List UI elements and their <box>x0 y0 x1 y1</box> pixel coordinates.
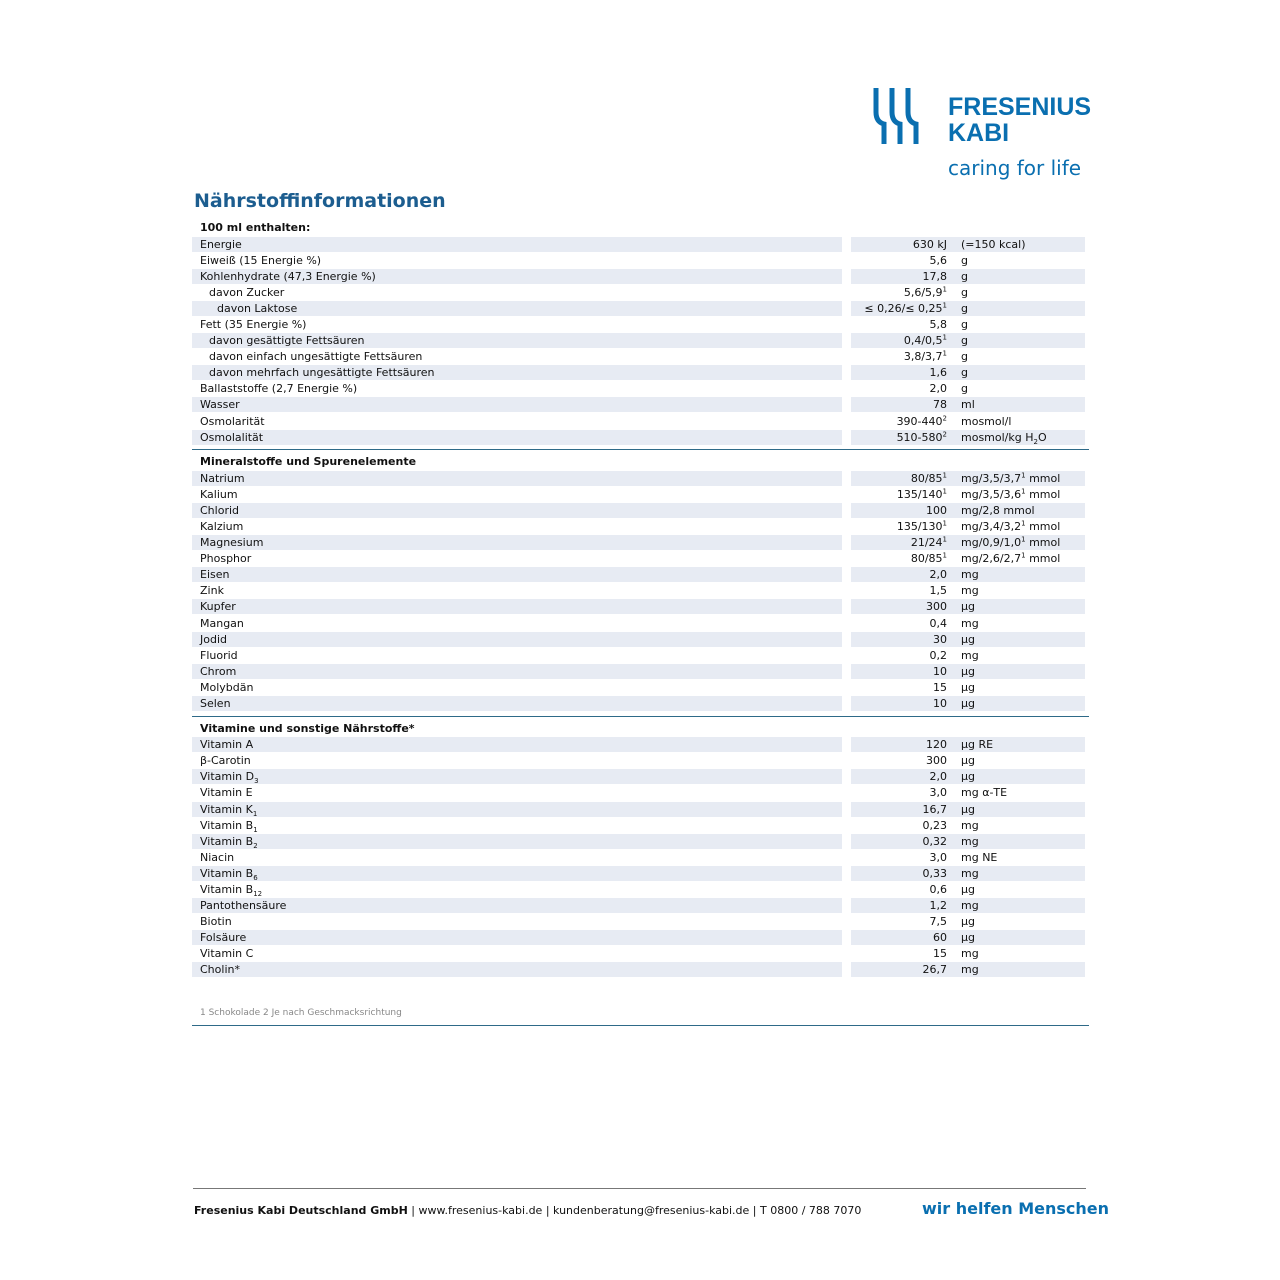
nutrient-value: 2,0 <box>851 567 953 582</box>
nutrient-value: 15 <box>933 680 947 694</box>
table-row <box>192 881 1089 897</box>
nutrient-name: Zink <box>200 584 224 598</box>
nutrient-value: $0,4/0,5^1$ <box>851 333 953 348</box>
nutrient-value: $80/85^1$ <box>851 471 953 486</box>
nutrient-value: $135/140^1$ <box>896 487 947 501</box>
nutrient-name: davon Zucker <box>209 285 285 299</box>
footer-separator: | <box>749 1204 761 1217</box>
nutrient-value: 300 <box>851 599 953 614</box>
nutrient-name: Fett (35 Energie %) <box>200 317 307 331</box>
footer-separator: | <box>407 1204 419 1217</box>
nutrient-value: 1,6 <box>851 365 953 380</box>
table-row <box>192 333 1089 349</box>
nutrient-value: $135/130^1$ <box>896 519 947 533</box>
table-row <box>192 769 1089 785</box>
table-row <box>192 300 1089 316</box>
nutrient-name: Folsäure <box>192 930 842 945</box>
name-subscript: 2 <box>253 841 258 850</box>
nutrient-name: Vitamin $D_3$ <box>192 769 842 784</box>
nutrient-value: 0,23 <box>922 818 947 832</box>
nutrient-value: $3,8/3,7^1$ <box>903 349 947 364</box>
page-title: Nährstoffinformationen <box>194 190 446 212</box>
footer-rule <box>193 1188 1086 1189</box>
table-row <box>192 865 1089 881</box>
nutrient-name: Wasser <box>192 397 842 412</box>
nutrient-value: $80/85^1$ <box>910 551 947 566</box>
footer-website[interactable]: www.fresenius-kabi.de <box>418 1204 543 1217</box>
nutrient-value: 0,2 <box>929 648 947 662</box>
nutrient-unit: (=150 kcal) <box>953 237 1085 252</box>
nutrient-value: 2,0 <box>929 382 947 396</box>
nutrient-name: Natrium <box>192 471 842 486</box>
nutrient-unit: mg/2,8 mmol <box>953 503 1085 518</box>
nutrient-unit: g <box>961 285 968 299</box>
footer-phone: T 0800 / 788 7070 <box>760 1204 862 1217</box>
nutrient-name: Phosphor <box>200 552 252 566</box>
nutrient-unit: µg <box>953 802 1085 817</box>
table-row <box>192 413 1089 429</box>
nutrient-name: Fluorid <box>200 648 238 662</box>
unit-footnote-mark: 1 <box>1021 519 1026 528</box>
footer-slogan: wir helfen Menschen <box>922 1199 1110 1218</box>
nutrient-unit: µg <box>961 882 975 896</box>
nutrient-unit: mg <box>961 947 979 961</box>
table-row <box>192 663 1089 679</box>
nutrient-unit: µg <box>953 696 1085 711</box>
nutrient-name: Vitamin $B_6$ <box>192 866 842 881</box>
unit-footnote-mark: 1 <box>1021 471 1026 480</box>
table-row <box>192 502 1089 518</box>
table-row <box>192 946 1089 962</box>
nutrient-value: 1,2 <box>851 898 953 913</box>
nutrient-name: Ballaststoffe (2,7 Energie %) <box>200 382 358 396</box>
nutrient-name: Molybdän <box>200 680 254 694</box>
table-row <box>192 551 1089 567</box>
nutrient-unit: µg <box>961 754 975 768</box>
nutrient-name: Vitamin E <box>200 786 253 800</box>
unit-subscript: 2 <box>1033 437 1038 446</box>
nutrient-name: Mangan <box>200 616 244 630</box>
section-heading: Mineralstoffe und Spurenelemente <box>200 455 417 469</box>
nutrient-name: Kalzium <box>200 520 244 533</box>
value-footnote-mark: 2 <box>942 429 947 438</box>
table-row <box>192 365 1089 381</box>
nutrient-unit: $mg/0,9/1,0^1$ mmol <box>953 535 1085 550</box>
nutrient-value: $21/24^1$ <box>851 535 953 550</box>
name-subscript: 1 <box>252 809 258 818</box>
table-row <box>192 930 1089 946</box>
nutrient-name: Eisen <box>192 567 842 582</box>
table-row <box>192 833 1089 849</box>
logo-tagline: caring for life <box>948 156 1082 180</box>
table-row <box>192 519 1089 535</box>
value-footnote-mark: 1 <box>942 487 947 496</box>
footnote: 1 Schokolade 2 Je nach Geschmacksrichtung <box>200 1008 402 1018</box>
footer-company: Fresenius Kabi Deutschland GmbH <box>194 1204 408 1217</box>
section-divider <box>192 449 1089 450</box>
table-row <box>192 268 1089 284</box>
nutrient-value: ≤ $0,26/\le 0,25^1$ <box>851 301 953 316</box>
nutrient-value: 630 kJ <box>851 237 953 252</box>
table-bottom-rule <box>192 1025 1089 1026</box>
nutrient-name: Eiweiß (15 Energie %) <box>200 253 322 267</box>
nutrient-value: $390-440^2$ <box>896 413 947 428</box>
footer-separator: | <box>542 1204 554 1217</box>
nutrient-name: Cholin* <box>192 962 842 977</box>
nutrient-unit: $mg/3,5/3,6^1$ mmol <box>961 487 1061 501</box>
nutrient-unit: mg <box>953 834 1085 849</box>
nutrient-unit: mg <box>953 898 1085 913</box>
nutrient-unit: mg <box>953 567 1085 582</box>
nutrient-unit: mosmol/kg $H_2O$ <box>953 430 1085 445</box>
nutrient-name: Magnesium <box>192 535 842 550</box>
nutrient-unit: µg <box>953 769 1085 784</box>
nutrient-unit: mg α-TE <box>961 786 1008 800</box>
table-row <box>192 753 1089 769</box>
nutrient-unit: $mg/3,4/3,2^1$ mmol <box>961 519 1061 533</box>
nutrient-value: 120 <box>851 737 953 752</box>
nutrient-unit: µg <box>961 680 975 694</box>
nutrient-name: Biotin <box>200 915 232 929</box>
name-subscript: 6 <box>253 874 258 883</box>
footer-contact <box>194 1204 861 1217</box>
table-row <box>192 470 1089 486</box>
nutrient-name: Kalium <box>200 487 238 501</box>
nutrient-unit: $mg/2,6/2,7^1$ mmol <box>961 551 1061 566</box>
table-row <box>192 316 1089 332</box>
nutrient-name: β-Carotin <box>200 754 251 768</box>
nutrition-table <box>192 220 1089 978</box>
table-row <box>192 817 1089 833</box>
nutrient-value: 3,0 <box>929 786 947 800</box>
nutrient-name: Vitamin A <box>192 737 842 752</box>
table-row <box>192 785 1089 801</box>
footer-email[interactable]: kundenberatung@fresenius-kabi.de <box>553 1204 750 1217</box>
name-subscript: 1 <box>253 825 258 834</box>
nutrient-name: davon gesättigte Fettsäuren <box>192 333 842 348</box>
value-footnote-mark: 1 <box>942 471 947 480</box>
nutrient-unit: mg <box>961 584 979 598</box>
nutrient-unit: g <box>953 269 1085 284</box>
nutrient-value: 17,8 <box>851 269 953 284</box>
nutrient-unit: µg RE <box>953 737 1085 752</box>
nutrient-name: Niacin <box>200 850 235 864</box>
table-row <box>192 898 1089 914</box>
brand-logo <box>872 86 1092 182</box>
nutrient-name: Selen <box>192 696 842 711</box>
value-footnote-mark: 1 <box>942 301 947 310</box>
nutrient-unit: g <box>961 382 968 396</box>
nutrient-unit: µg <box>961 915 975 929</box>
logo-wordmark <box>948 94 1091 146</box>
table-row <box>192 599 1089 615</box>
table-row <box>192 236 1089 252</box>
nutrient-value: 16,7 <box>851 802 953 817</box>
nutrient-name: davon einfach ungesättigte Fettsäuren <box>209 350 423 364</box>
nutrient-unit: g <box>953 365 1085 380</box>
nutrient-value: 30 <box>851 632 953 647</box>
nutrient-value: 5,8 <box>929 317 947 331</box>
nutrient-value: 15 <box>933 947 947 961</box>
nutrient-name: Jodid <box>192 632 842 647</box>
unit-footnote-mark: 1 <box>1021 535 1026 544</box>
nutrient-name: Vitamin $B_2$ <box>192 834 842 849</box>
table-row <box>192 535 1089 551</box>
nutrient-name: Osmolalität <box>192 430 842 445</box>
value-footnote-mark: 1 <box>942 333 947 342</box>
nutrient-value: 0,4 <box>929 616 947 630</box>
nutrient-unit: mg NE <box>961 850 998 864</box>
table-row <box>192 914 1089 930</box>
table-row <box>192 349 1089 365</box>
nutrient-value: 10 <box>851 664 953 679</box>
nutrient-name: Vitamin $B_{12}$ <box>200 882 263 899</box>
nutrient-value: $5,6/5,9^1$ <box>903 285 947 299</box>
nutrient-unit: µg <box>953 632 1085 647</box>
nutrient-name: Pantothensäure <box>192 898 842 913</box>
nutrient-value: 60 <box>851 930 953 945</box>
nutrient-value: 300 <box>926 754 947 768</box>
table-row <box>192 849 1089 865</box>
nutrient-unit: µg <box>953 930 1085 945</box>
nutrient-value: 0,33 <box>851 866 953 881</box>
nutrient-name: Osmolarität <box>200 414 265 428</box>
nutrient-name: davon mehrfach ungesättigte Fettsäuren <box>192 365 842 380</box>
nutrient-unit: g <box>961 253 968 267</box>
nutrient-name: Kohlenhydrate (47,3 Energie %) <box>192 269 842 284</box>
nutrient-name: Chlorid <box>192 503 842 518</box>
nutrient-name: Kupfer <box>192 599 842 614</box>
nutrient-unit: g <box>953 333 1085 348</box>
nutrient-unit: mg <box>961 648 979 662</box>
nutrient-unit: mg <box>953 962 1085 977</box>
nutrient-value: 7,5 <box>929 915 947 929</box>
nutrient-name: davon Laktose <box>192 301 842 316</box>
nutrient-value: 100 <box>851 503 953 518</box>
table-row <box>192 486 1089 502</box>
table-row <box>192 583 1089 599</box>
table-row <box>192 631 1089 647</box>
table-row <box>192 962 1089 978</box>
table-row <box>192 284 1089 300</box>
nutrient-unit: µg <box>953 664 1085 679</box>
nutrient-value: $510-580^2$ <box>851 430 953 445</box>
unit-footnote-mark: 1 <box>1021 551 1026 560</box>
table-row <box>192 397 1089 413</box>
nutrient-unit: g <box>961 317 968 331</box>
section-heading: 100 ml enthalten: <box>200 221 311 234</box>
section-divider <box>192 716 1089 717</box>
nutrient-value: 0,6 <box>929 882 947 896</box>
value-footnote-mark: 1 <box>942 349 947 358</box>
name-subscript: 3 <box>254 777 259 786</box>
nutrient-name: Vitamin $B_1$ <box>200 818 258 834</box>
logo-line1: FRESENIUS <box>948 93 1092 121</box>
nutrient-name: Chrom <box>192 664 842 679</box>
nutrient-unit: g <box>961 350 968 364</box>
table-row <box>192 737 1089 753</box>
table-row <box>192 567 1089 583</box>
value-footnote-mark: 1 <box>942 285 947 294</box>
nutrient-unit: mg <box>953 866 1085 881</box>
table-row <box>192 647 1089 663</box>
nutrient-value: 5,6 <box>929 253 947 267</box>
value-footnote-mark: 1 <box>942 535 947 544</box>
nutrient-value: 1,5 <box>929 584 947 598</box>
nutrient-value: 78 <box>851 397 953 412</box>
table-row <box>192 381 1089 397</box>
nutrient-value: 10 <box>851 696 953 711</box>
table-row <box>192 696 1089 712</box>
nutrient-unit: mg <box>961 818 979 832</box>
nutrient-unit: g <box>953 301 1085 316</box>
value-footnote-mark: 1 <box>942 519 947 528</box>
nutrient-unit: µg <box>953 599 1085 614</box>
nutrient-value: 0,32 <box>851 834 953 849</box>
nutrient-unit: ml <box>953 397 1085 412</box>
logo-line2: KABI <box>948 119 1010 147</box>
nutrient-value: 26,7 <box>851 962 953 977</box>
table-row <box>192 429 1089 445</box>
nutrient-name: Vitamin C <box>200 947 254 961</box>
nutrient-value: 3,0 <box>929 850 947 864</box>
nutrient-name: Vitamin $K_1$ <box>192 802 842 817</box>
fresenius-kabi-logo-icon <box>872 86 928 146</box>
table-row <box>192 801 1089 817</box>
nutrient-unit: mg <box>961 616 979 630</box>
table-row <box>192 252 1089 268</box>
nutrient-value: 2,0 <box>851 769 953 784</box>
name-subscript: 12 <box>253 890 263 899</box>
table-row <box>192 679 1089 695</box>
unit-footnote-mark: 1 <box>1021 487 1026 496</box>
nutrient-unit: mosmol/l <box>961 414 1012 428</box>
section-heading: Vitamine und sonstige Nährstoffe* <box>200 721 415 735</box>
value-footnote-mark: 2 <box>942 413 947 422</box>
table-row <box>192 615 1089 631</box>
nutrient-unit: $mg/3,5/3,7^1$ mmol <box>953 471 1085 486</box>
value-footnote-mark: 1 <box>942 551 947 560</box>
nutrient-name: Energie <box>192 237 842 252</box>
